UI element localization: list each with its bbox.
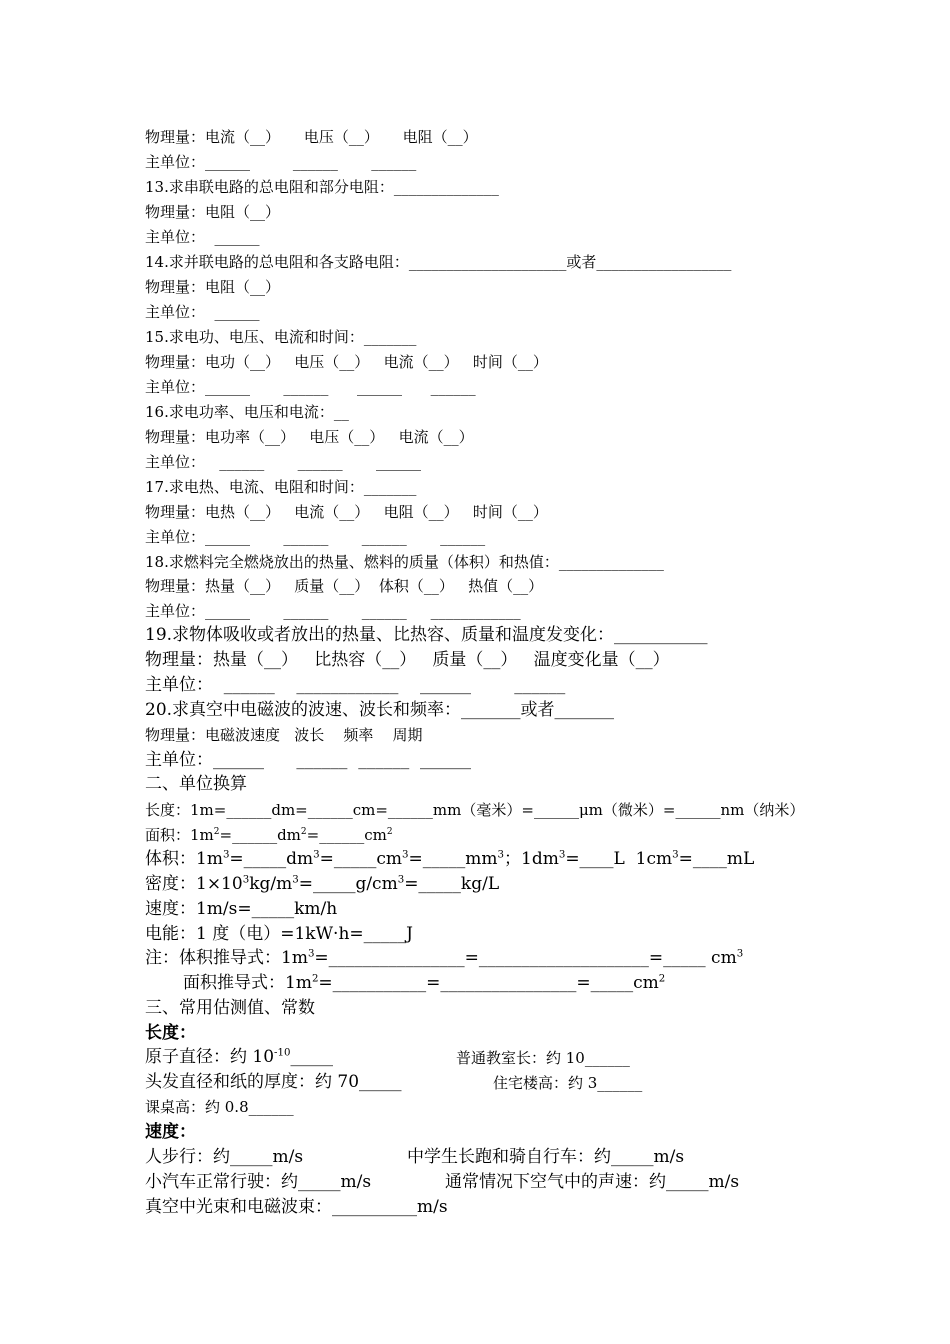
car-speed: 小汽车正常行驶：约_____m/s [145, 1172, 372, 1192]
light-speed: 真空中光束和电磁波束：__________m/s [145, 1197, 448, 1217]
section-unit-conversion-heading: 二、单位换算 [145, 774, 247, 794]
atom-diameter: 原子直径：约 $10^{-10}\_\_\_\_\_$ [145, 1047, 333, 1067]
q18-title: 18.求燃料完全燃烧放出的热量、燃料的质量（体积）和热值：______________ [145, 553, 664, 571]
q19-unit: 主单位： ______ ____________ ______ ______ [145, 675, 566, 695]
q13-title: 13.求串联电路的总电阻和部分电阻：______________ [145, 178, 499, 196]
classroom-length: 普通教室长：约 10______ [456, 1049, 630, 1067]
section-estimates-heading: 三、常用估测值、常数 [145, 998, 315, 1018]
q13-unit: 主单位： ______ [145, 228, 260, 246]
q16-unit: 主单位： ______ ______ ______ [145, 453, 422, 471]
q20-title: 20.求真空中电磁波的波速、波长和频率：_______或者_______ [145, 700, 615, 720]
volume-derivation-note: 注：体积推导式：$1m^3=\_\_\_\_\_\_\_\_\_\_\_\_\_\_\_\_=\_\_\_\_\_\_\_\_\_\_\_\_\_\_\_\_\_\_\_\_=\_\_\_\_\_$ $cm^3$ [145, 948, 744, 968]
volume-conversion: 体积：$1m^3=\_\_\_\_\_dm^3=\_\_\_\_\_cm^3=\_\_\_\_\_mm^3$；$1dm^3=\_\_\_\_L$ $1cm^3=\_\_\_\_mL$ [145, 849, 755, 869]
q14-qty: 物理量：电阻（__） [145, 278, 281, 296]
area-derivation-note: 面积推导式：$1m^2=\_\_\_\_\_\_\_\_\_\_\_=\_\_\_\_\_\_\_\_\_\_\_\_\_\_\_\_=\_\_\_\_\_cm^2$ [183, 973, 666, 993]
q17-unit: 主单位：______ ______ ______ ______ [145, 528, 486, 546]
speed-subheading: 速度： [145, 1122, 196, 1142]
q20-unit: 主单位：______ ______ ______ ______ [145, 750, 472, 770]
hair-paper-thickness: 头发直径和纸的厚度：约 70_____ [145, 1072, 402, 1092]
q19-qty: 物理量：热量（__） 比热容（__） 质量（__） 温度变化量（__） [145, 650, 670, 670]
length-conversion: 长度：1m=______dm=______cm=______mm（毫米）=______μm（微米）=______nm（纳米） [145, 801, 805, 819]
area-conversion: 面积：$1m^2=\_\_\_\_\_\_dm^2=\_\_\_\_\_\_cm^2$ [145, 826, 393, 844]
q14-title: 14.求并联电路的总电阻和各支路电阻：_____________________或者__________________ [145, 253, 732, 271]
q13-qty: 物理量：电阻（__） [145, 203, 281, 221]
q18-unit: 主单位：______ ______ ______ ____________ [145, 602, 521, 620]
q16-title: 16.求电功率、电压和电流：__ [145, 403, 349, 421]
q20-qty: 物理量：电磁波速度 波长 频率 周期 [145, 726, 423, 744]
desk-height: 课桌高：约 0.8______ [145, 1098, 294, 1116]
walking-speed: 人步行：约_____m/s [145, 1147, 304, 1167]
q16-qty: 物理量：电功率（__） 电压（__） 电流（__） [145, 428, 474, 446]
sound-speed: 通常情况下空气中的声速：约_____m/s [445, 1172, 740, 1192]
density-conversion: 密度：$1\times 10^3kg/m^3=\_\_\_\_\_g/cm^3=\_\_\_\_\_kg/L$ [145, 874, 500, 894]
speed-conversion: 速度：1m/s=_____km/h [145, 899, 338, 919]
q15-title: 15.求电功、电压、电流和时间：_______ [145, 328, 417, 346]
q19-title: 19.求物体吸收或者放出的热量、比热容、质量和温度发变化：___________ [145, 625, 708, 645]
energy-conversion: 电能：1 度（电）=1kW·h=_____J [145, 924, 413, 944]
line-current-unit: 主单位：______ ______ ______ [145, 153, 417, 171]
q15-qty: 物理量：电功（__） 电压（__） 电流（__） 时间（__） [145, 353, 548, 371]
length-subheading: 长度： [145, 1023, 196, 1043]
running-cycling-speed: 中学生长跑和骑自行车：约_____m/s [407, 1147, 685, 1167]
q17-qty: 物理量：电热（__） 电流（__） 电阻（__） 时间（__） [145, 503, 548, 521]
q17-title: 17.求电热、电流、电阻和时间：_______ [145, 478, 417, 496]
q18-qty: 物理量：热量（__） 质量（__） 体积（__） 热值（__） [145, 577, 544, 595]
q14-unit: 主单位： ______ [145, 303, 260, 321]
q15-unit: 主单位：______ ______ ______ ______ [145, 378, 476, 396]
building-floor-height: 住宅楼高：约 3______ [493, 1074, 643, 1092]
line-current-qty: 物理量：电流（__） 电压（__） 电阻（__） [145, 128, 478, 146]
